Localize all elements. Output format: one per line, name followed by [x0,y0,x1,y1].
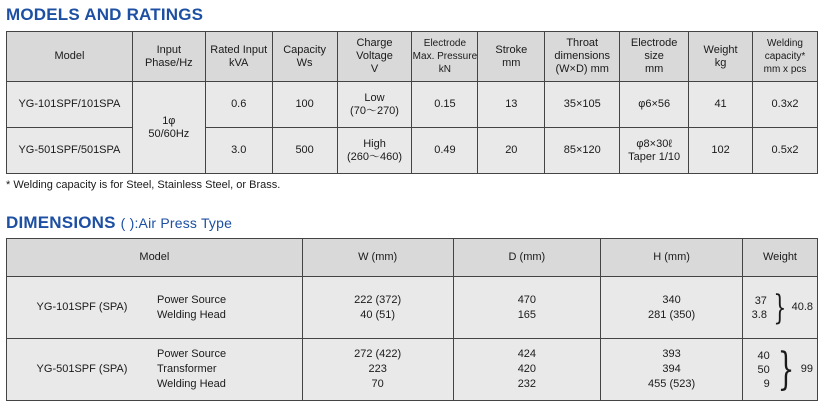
dim-h-cell: 340 281 (350) [601,277,743,339]
stroke-cell: 20 [478,128,545,174]
welding-capacity-cell: 0.5x2 [753,128,818,174]
dim-w-cell: 222 (372) 40 (51) [302,277,453,339]
header-throat: Throat dimensions (W×D) mm [545,32,620,82]
brace-icon: } [773,287,787,328]
pressure-cell: 0.49 [412,128,478,174]
header-electrode-pressure: Electrode Max. Pressure kN [412,32,478,82]
dim-model-cell [7,339,303,401]
dim-weight-cell [742,277,817,339]
header-welding-capacity: Welding capacity* mm x pcs [753,32,818,82]
models-table [6,31,818,174]
weight-cell: 41 [689,82,753,128]
models-header-row [7,32,818,82]
models-title: MODELS AND RATINGS [6,5,204,24]
dim-total-weight: 40.8 [791,301,813,313]
dim-header-w: W (mm) [302,239,453,277]
table-row [7,128,818,174]
dim-weights: 40 50 9 [757,349,770,390]
table-row [7,82,818,128]
models-note: * Welding capacity is for Steel, Stainless Steel, or Brass. [6,179,281,191]
dimensions-subtitle: ( ):Air Press Type [120,215,233,231]
dim-h-cell: 393 394 455 (523) [601,339,743,401]
capacity-cell: 500 [272,128,337,174]
pressure-cell: 0.15 [412,82,478,128]
dim-header-model: Model [7,239,303,277]
dimensions-title-row [6,213,232,233]
dim-model-name: YG-101SPF (SPA) [36,301,128,313]
dimensions-title: DIMENSIONS [6,213,116,232]
electrode-size-cell: φ6×56 [620,82,689,128]
dim-d-cell: 424 420 232 [453,339,601,401]
dim-parts: Power Source Transformer Welding Head [157,348,227,390]
table-row [7,339,818,401]
model-cell: YG-101SPF/101SPA [7,82,133,128]
weight-cell: 102 [689,128,753,174]
dim-model-cell [7,277,303,339]
dim-parts: Power Source Welding Head [157,293,227,321]
dim-model-name: YG-501SPF (SPA) [36,363,128,375]
rated-input-cell: 3.0 [205,128,272,174]
electrode-size-cell: φ8×30ℓ Taper 1/10 [620,128,689,174]
dim-weight-cell [742,339,817,401]
header-rated-input: Rated Input kVA [205,32,272,82]
header-weight: Weight kg [689,32,753,82]
dim-total-weight: 99 [800,363,813,375]
dim-header-weight: Weight [742,239,817,277]
table-row [7,277,818,339]
charge-voltage-cell: Low (70〜270) [337,82,412,128]
header-charge-voltage: Charge Voltage V [337,32,412,82]
charge-voltage-cell: High (260〜460) [337,128,412,174]
dim-d-cell: 470 165 [453,277,601,339]
header-stroke: Stroke mm [478,32,545,82]
dim-header-h: H (mm) [601,239,743,277]
model-cell: YG-501SPF/501SPA [7,128,133,174]
input-phase-cell: 1φ 50/60Hz [132,82,205,174]
dim-header-d: D (mm) [453,239,601,277]
header-input-phase: Input Phase/Hz [132,32,205,82]
dimensions-header-row [7,239,818,277]
stroke-cell: 13 [478,82,545,128]
rated-input-cell: 0.6 [205,82,272,128]
welding-capacity-cell: 0.3x2 [753,82,818,128]
header-electrode-size: Electrode size mm [620,32,689,82]
capacity-cell: 100 [272,82,337,128]
dimensions-table [6,238,818,401]
throat-cell: 35×105 [545,82,620,128]
dim-weights: 37 3.8 [751,294,767,321]
header-capacity: Capacity Ws [272,32,337,82]
header-model: Model [7,32,133,82]
dim-w-cell: 272 (422) 223 70 [302,339,453,401]
throat-cell: 85×120 [545,128,620,174]
brace-icon: } [777,343,795,395]
